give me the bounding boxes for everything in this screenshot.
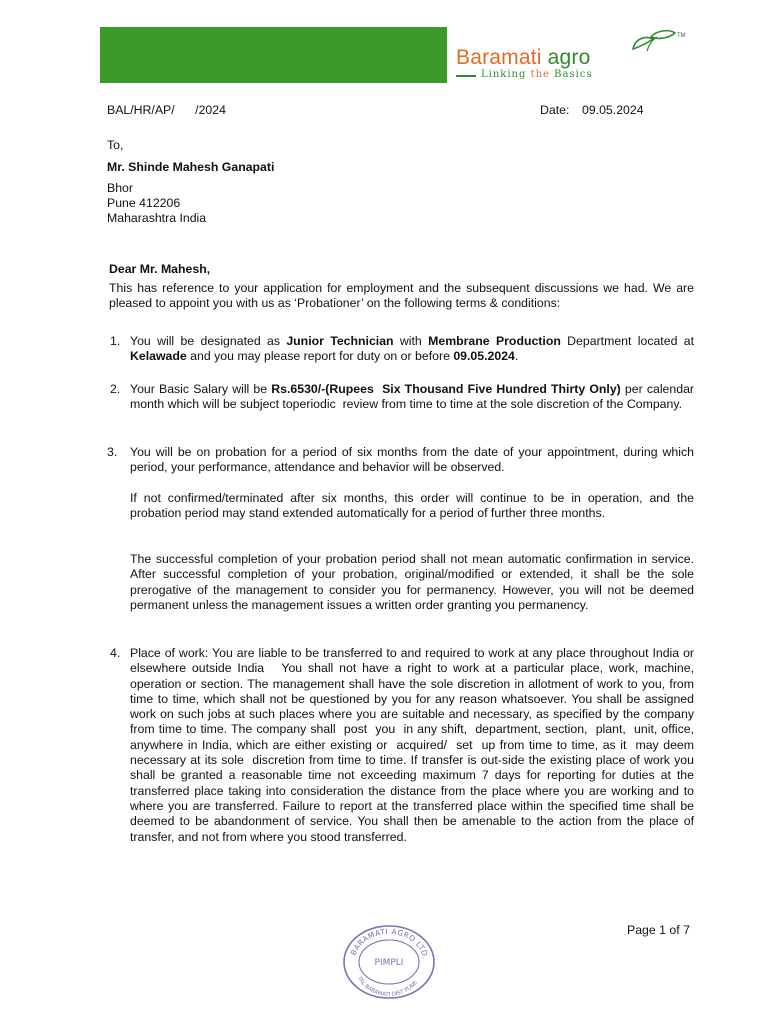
clause-number: 2.: [110, 382, 121, 396]
to-line: To,: [107, 138, 124, 152]
date-value: 09.05.2024: [582, 103, 644, 117]
clause-1-part: and you may please report for duty on or before: [186, 349, 454, 364]
brand-word-2: agro: [547, 46, 591, 69]
company-logo: [447, 27, 696, 83]
brand-name: [456, 46, 590, 70]
job-title: Junior Technician: [286, 334, 394, 348]
clause-1-part: Department located at: [560, 334, 694, 348]
clause-2-part: per calendar month which will be subject toperiodic review from time to time at the sole discretion of the Company.: [130, 382, 698, 412]
address-line: Pune 412206: [107, 196, 181, 210]
brand-word-1: Baramati: [456, 46, 542, 69]
clause-3-paragraph-2: If not confirmed/terminated after six months, this order will continue to be in operation, and the probation period may stand extended automatically for a period of further three months.: [130, 491, 694, 521]
date-label: Date:: [540, 103, 570, 117]
stamp-ring-text: BARAMATI AGRO LTD.: [348, 926, 431, 961]
stamp-center-text: PIMPLI: [374, 958, 404, 968]
clause-1-part: with: [393, 334, 429, 348]
clause-3-paragraph-3: The successful completion of your probation period shall not mean automatic confirmation in service. After successful completion of your probation, original/modified or extended, it shall be the sole prerogative of the management to consider you for permanency. However, you will not be deemed permanent unless the management issues a written order granting you permanency.: [130, 552, 694, 612]
clause-2-part: Your Basic Salary will be: [130, 382, 272, 396]
recipient-name: Mr. Shinde Mahesh Ganapati: [107, 160, 275, 174]
tagline-rule: [456, 75, 476, 77]
salutation: Dear Mr. Mahesh,: [109, 262, 211, 276]
clause-4-text: Place of work: You are liable to be transferred to and required to work at any place throughout India or elsewhere outside India You shall not have a right to work at a particular place, work, machine, operation or section. The management shall have the sole discretion in allotment of work to you, from time to time, which shall not be questioned by you for any reason whatsoever. You shall be assigned work on such jobs at such places where you are suitable and necessary, as specified by the company from time to time. The company shall post you in any shift, department, section, plant, unit, office, anywhere in India, which are either existing or acquired/ set up from time to time, as it may deem necessary at its sole discretion from time to time. If transfer is out-side the existing place of work you shall be granted a reasonable time not exceeding maximum 7 days for reporting for duties at the transferred place taking into consideration the distance from the place where you are working and to where you are transferred. Failure to report at the transferred place within the specified time shall be deemed to be abandonment of service. You shall then be amenable to the action from the place of transfer, and not from where you stood transferred.: [130, 646, 701, 844]
clause-1-part: .: [514, 349, 519, 364]
brand-tagline: [481, 69, 593, 80]
trademark-mark: TM: [677, 33, 686, 39]
intro-paragraph: This has reference to your application for employment and the subsequent discussions we had. We are pleased to appoint you with us as ‘Probationer’ on the following terms & conditions:: [109, 281, 694, 311]
address-line: Maharashtra India: [107, 211, 207, 225]
leaf-logo-icon: [627, 29, 679, 53]
page-number: Page 1 of 7: [627, 923, 690, 937]
stamp-bottom-text: TAL BARAMATI DIST PUNE: [356, 975, 419, 999]
clause-3-paragraph-1: You will be on probation for a period of six months from the date of your appointment, during which period, your performance, attendance and behavior will be observed.: [130, 445, 694, 475]
department-name: Membrane Production: [428, 334, 561, 348]
joining-date: 09.05.2024: [453, 349, 515, 364]
work-location: Kelawade: [130, 349, 187, 364]
svg-text:BARAMATI AGRO LTD.: [349, 927, 431, 960]
clause-1-part: You will be designated as: [130, 334, 287, 348]
basic-salary: Rs.6530/-(Rupees Six Thousand Five Hundred Thirty Only): [271, 382, 621, 396]
tagline-part-1: Linking: [481, 69, 531, 80]
letterhead-green-band: [100, 27, 447, 83]
company-seal-stamp: [342, 924, 436, 1000]
tagline-part-2: the: [530, 69, 550, 80]
clause-1-text: [130, 334, 694, 365]
clause-2-text: [130, 382, 698, 413]
reference-number: BAL/HR/AP/ /2024: [107, 103, 226, 117]
letterhead: [100, 27, 696, 83]
tagline-part-3: Basics: [549, 69, 593, 80]
clause-number: 3.: [107, 445, 118, 459]
clause-number: 4.: [110, 646, 121, 660]
address-line: Bhor: [107, 181, 133, 195]
clause-number: 1.: [110, 334, 121, 348]
